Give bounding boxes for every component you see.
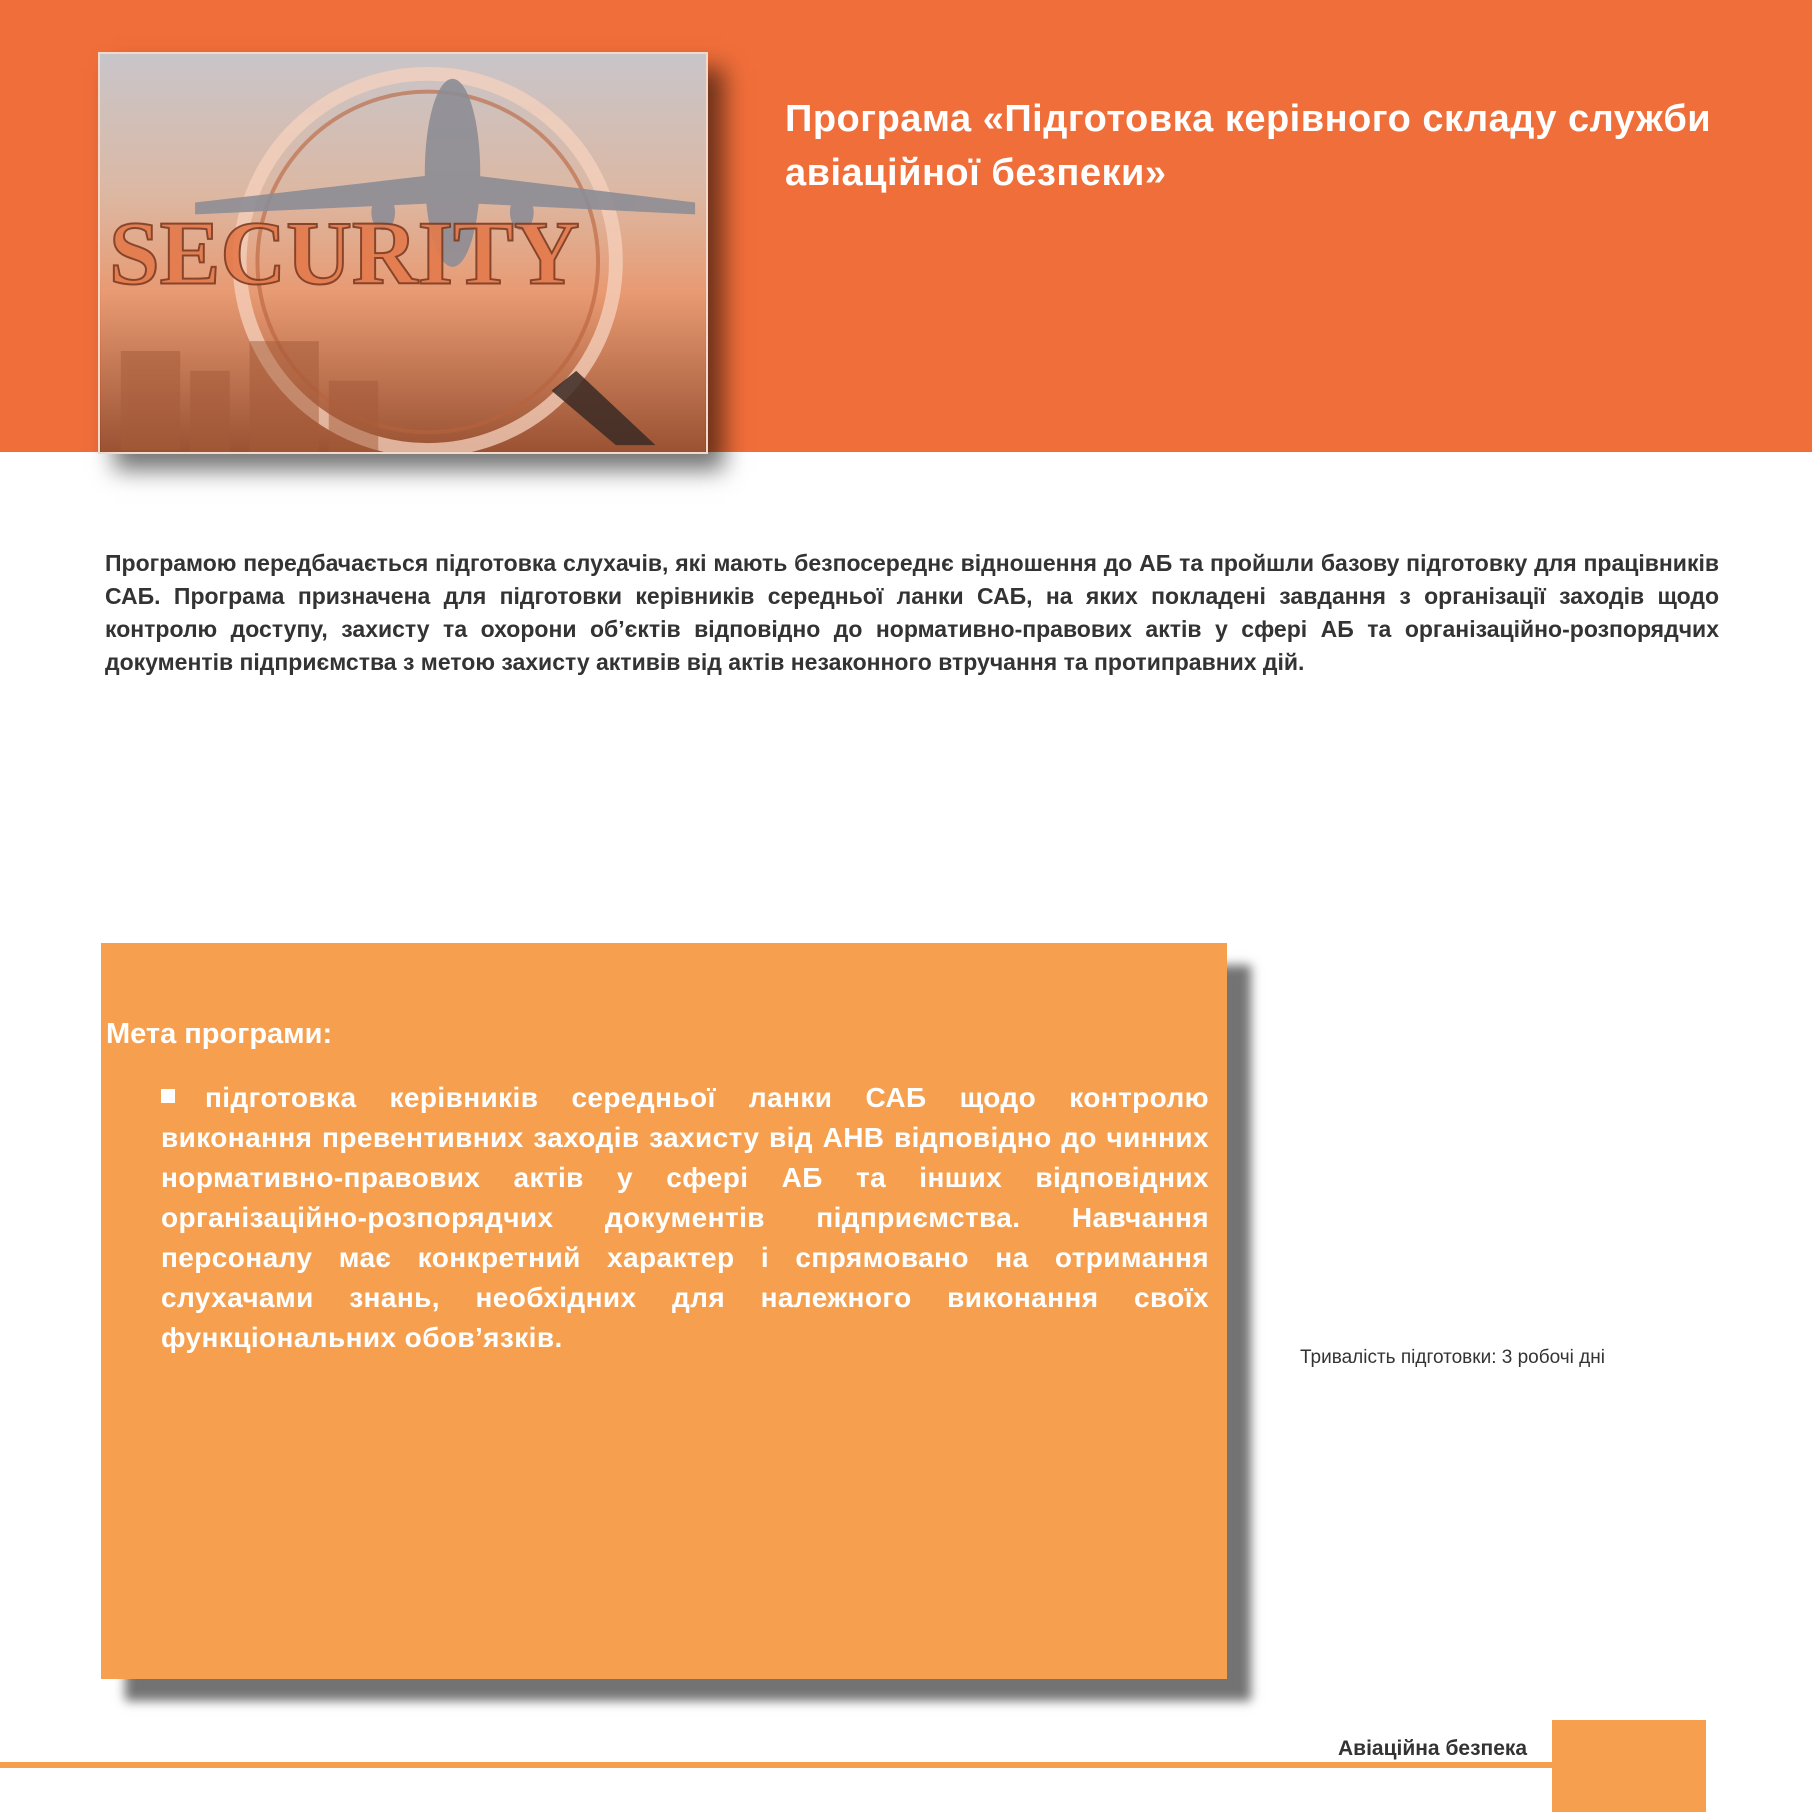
- goal-heading: Мета програми:: [106, 1018, 333, 1050]
- footer-label: Авіаційна безпека: [1338, 1737, 1528, 1760]
- square-bullet-icon: [161, 1089, 175, 1103]
- security-photo: [98, 52, 708, 454]
- goal-item-text: підготовка керівників середньої ланки САБ щодо контролю виконання превентивних заходів захисту від АНВ відповідно до чинних нормативно-правових актів у сфері АБ та інших відповідних організаційно-розпорядчих документів підприємства. Навчання персоналу має конкретний характер і спрямовано на отримання слухачами знань, необхідних для належного виконання своїх функціональних обов’язків.: [161, 1082, 1209, 1353]
- goal-box: [101, 943, 1227, 1679]
- security-photo-text: SECURITY: [108, 202, 580, 304]
- goal-list-item: [161, 1078, 1209, 1358]
- duration-text: Тривалість підготовки: 3 робочі дні: [1300, 1347, 1605, 1368]
- intro-paragraph: Програмою передбачається підготовка слухачів, які мають безпосереднє відношення до АБ та пройшли базову підготовку для працівників САБ. Програма призначена для підготовки керівників середньої ланки САБ, на яких покладені завдання з організації заходів щодо контролю доступу, захисту та охорони об’єктів відповідно до нормативно-правових актів у сфері АБ та організаційно-розпорядчих документів підприємства з метою захисту активів від актів незаконного втручання та протиправних дій.: [105, 550, 1719, 675]
- footer-block: [1552, 1720, 1706, 1812]
- page-title: Програма «Підготовка керівного складу служби авіаційної безпеки»: [785, 98, 1712, 194]
- footer-line: [0, 1762, 1552, 1768]
